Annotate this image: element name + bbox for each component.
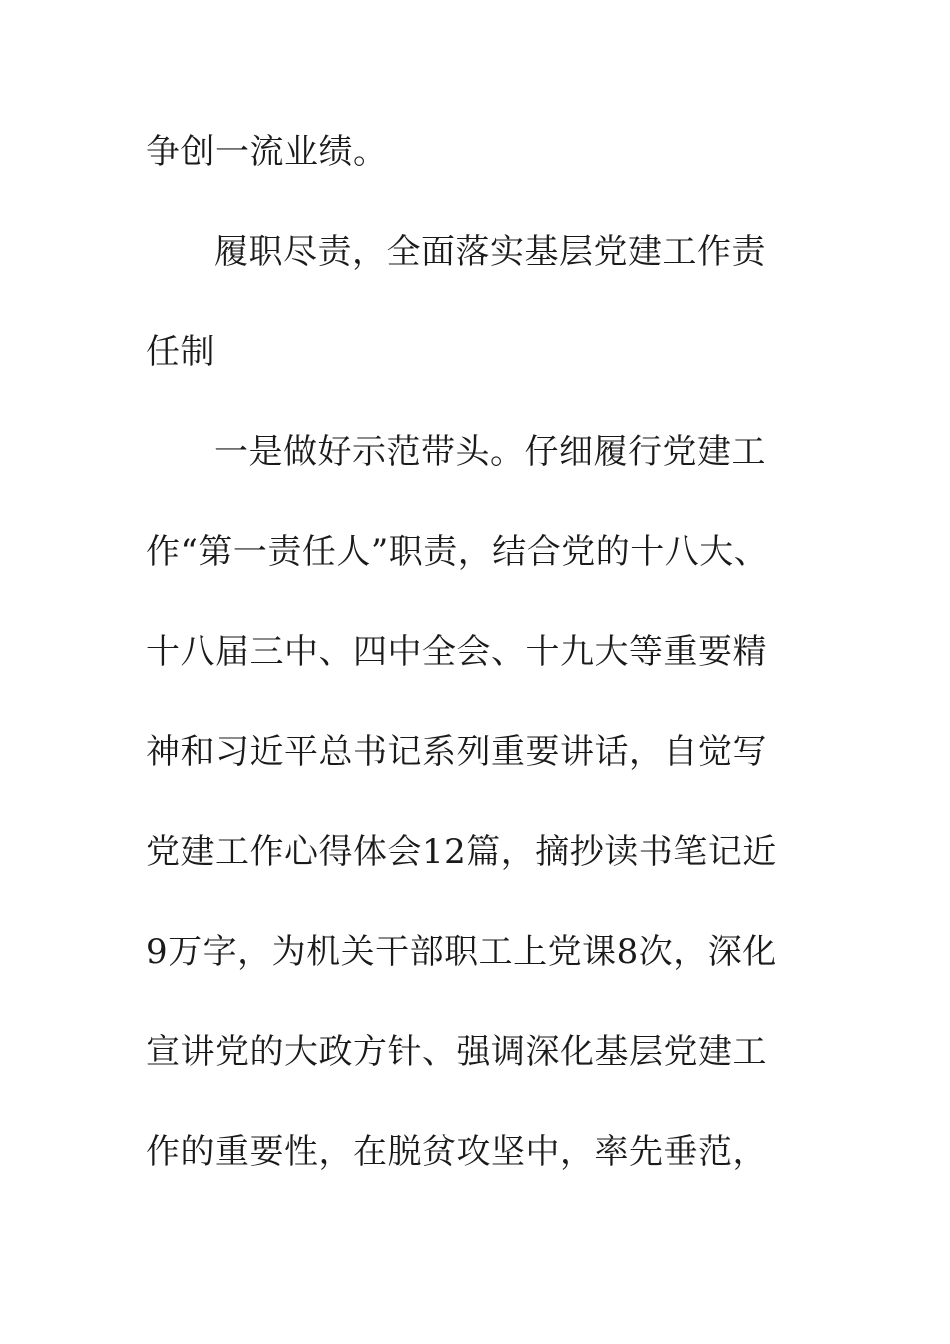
paragraph-line-1: 一是做好示范带头。仔细履行党建工 xyxy=(214,432,766,472)
paragraph-line-8: 作的重要性，在脱贫攻坚中，率先垂范， xyxy=(146,1132,767,1172)
paragraph-line-5: 党建工作心得体会12篇，摘抄读书笔记近 xyxy=(146,832,777,872)
paragraph-line-3: 十八届三中、四中全会、十九大等重要精 xyxy=(146,632,767,672)
paragraph-line-7: 宣讲党的大政方针、强调深化基层党建工 xyxy=(146,1032,767,1072)
paragraph-line-6: 9万字，为机关干部职工上党课8次，深化 xyxy=(146,932,777,972)
paragraph-line-4: 神和习近平总书记系列重要讲话，自觉写 xyxy=(146,732,767,772)
text-line-1: 争创一流业绩。 xyxy=(146,132,388,172)
section-heading-line-1: 履职尽责，全面落实基层党建工作责 xyxy=(214,232,766,272)
section-heading-line-2: 任制 xyxy=(146,332,215,372)
paragraph-line-2: 作“第一责任人”职责，结合党的十八大、 xyxy=(146,532,769,572)
